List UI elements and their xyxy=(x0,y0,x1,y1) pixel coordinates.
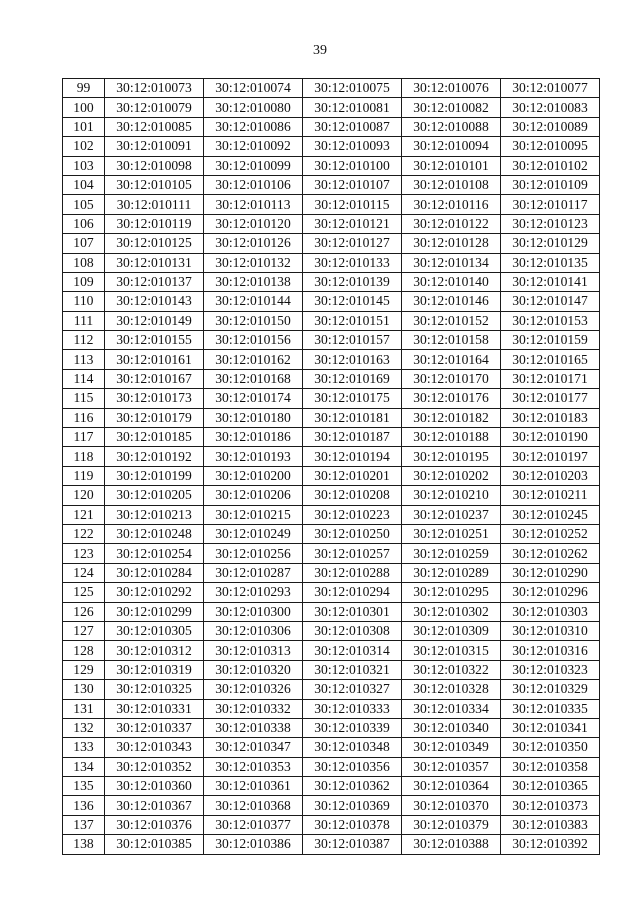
cadastral-number-cell: 30:12:010167 xyxy=(105,369,204,388)
cadastral-number-cell: 30:12:010312 xyxy=(105,641,204,660)
row-number-cell: 119 xyxy=(63,466,105,485)
table-row xyxy=(63,544,600,563)
table-body xyxy=(63,79,600,855)
cadastral-number-cell: 30:12:010293 xyxy=(204,583,303,602)
cadastral-number-cell: 30:12:010091 xyxy=(105,137,204,156)
cadastral-number-cell: 30:12:010377 xyxy=(204,815,303,834)
cadastral-number-cell: 30:12:010150 xyxy=(204,311,303,330)
cadastral-number-cell: 30:12:010340 xyxy=(402,718,501,737)
cadastral-number-cell: 30:12:010335 xyxy=(501,699,600,718)
cadastral-number-cell: 30:12:010284 xyxy=(105,563,204,582)
cadastral-number-cell: 30:12:010168 xyxy=(204,369,303,388)
cadastral-number-cell: 30:12:010360 xyxy=(105,777,204,796)
row-number-cell: 120 xyxy=(63,486,105,505)
cadastral-number-cell: 30:12:010306 xyxy=(204,621,303,640)
row-number-cell: 113 xyxy=(63,350,105,369)
cadastral-number-cell: 30:12:010288 xyxy=(303,563,402,582)
cadastral-number-cell: 30:12:010181 xyxy=(303,408,402,427)
cadastral-number-cell: 30:12:010315 xyxy=(402,641,501,660)
row-number-cell: 104 xyxy=(63,175,105,194)
row-number-cell: 125 xyxy=(63,583,105,602)
row-number-cell: 129 xyxy=(63,660,105,679)
cadastral-number-cell: 30:12:010193 xyxy=(204,447,303,466)
cadastral-number-cell: 30:12:010376 xyxy=(105,815,204,834)
row-number-cell: 130 xyxy=(63,680,105,699)
cadastral-number-cell: 30:12:010171 xyxy=(501,369,600,388)
table-row xyxy=(63,98,600,117)
table-row xyxy=(63,505,600,524)
cadastral-number-cell: 30:12:010296 xyxy=(501,583,600,602)
cadastral-number-cell: 30:12:010262 xyxy=(501,544,600,563)
cadastral-number-cell: 30:12:010175 xyxy=(303,389,402,408)
cadastral-number-cell: 30:12:010122 xyxy=(402,214,501,233)
cadastral-number-cell: 30:12:010322 xyxy=(402,660,501,679)
row-number-cell: 123 xyxy=(63,544,105,563)
cadastral-number-cell: 30:12:010094 xyxy=(402,137,501,156)
cadastral-number-cell: 30:12:010309 xyxy=(402,621,501,640)
cadastral-number-cell: 30:12:010339 xyxy=(303,718,402,737)
cadastral-number-cell: 30:12:010083 xyxy=(501,98,600,117)
cadastral-number-cell: 30:12:010343 xyxy=(105,738,204,757)
cadastral-number-cell: 30:12:010119 xyxy=(105,214,204,233)
cadastral-number-cell: 30:12:010211 xyxy=(501,486,600,505)
cadastral-number-cell: 30:12:010121 xyxy=(303,214,402,233)
cadastral-number-cell: 30:12:010319 xyxy=(105,660,204,679)
cadastral-number-cell: 30:12:010158 xyxy=(402,331,501,350)
cadastral-number-cell: 30:12:010332 xyxy=(204,699,303,718)
cadastral-number-cell: 30:12:010109 xyxy=(501,175,600,194)
cadastral-number-cell: 30:12:010074 xyxy=(204,79,303,98)
cadastral-number-cell: 30:12:010177 xyxy=(501,389,600,408)
cadastral-number-cell: 30:12:010089 xyxy=(501,117,600,136)
cadastral-number-cell: 30:12:010350 xyxy=(501,738,600,757)
cadastral-number-cell: 30:12:010259 xyxy=(402,544,501,563)
row-number-cell: 109 xyxy=(63,272,105,291)
cadastral-number-cell: 30:12:010200 xyxy=(204,466,303,485)
cadastral-number-cell: 30:12:010378 xyxy=(303,815,402,834)
row-number-cell: 134 xyxy=(63,757,105,776)
cadastral-number-cell: 30:12:010139 xyxy=(303,272,402,291)
cadastral-number-cell: 30:12:010131 xyxy=(105,253,204,272)
row-number-cell: 105 xyxy=(63,195,105,214)
row-number-cell: 138 xyxy=(63,835,105,854)
cadastral-number-cell: 30:12:010356 xyxy=(303,757,402,776)
cadastral-number-cell: 30:12:010251 xyxy=(402,524,501,543)
table-row xyxy=(63,699,600,718)
table-row xyxy=(63,117,600,136)
row-number-cell: 128 xyxy=(63,641,105,660)
row-number-cell: 133 xyxy=(63,738,105,757)
cadastral-number-cell: 30:12:010137 xyxy=(105,272,204,291)
row-number-cell: 126 xyxy=(63,602,105,621)
cadastral-number-cell: 30:12:010347 xyxy=(204,738,303,757)
cadastral-number-cell: 30:12:010186 xyxy=(204,428,303,447)
cadastral-number-cell: 30:12:010358 xyxy=(501,757,600,776)
cadastral-number-cell: 30:12:010303 xyxy=(501,602,600,621)
row-number-cell: 106 xyxy=(63,214,105,233)
cadastral-number-cell: 30:12:010310 xyxy=(501,621,600,640)
cadastral-number-cell: 30:12:010292 xyxy=(105,583,204,602)
table-row xyxy=(63,524,600,543)
cadastral-number-cell: 30:12:010188 xyxy=(402,428,501,447)
cadastral-number-cell: 30:12:010295 xyxy=(402,583,501,602)
cadastral-number-cell: 30:12:010164 xyxy=(402,350,501,369)
cadastral-number-cell: 30:12:010095 xyxy=(501,137,600,156)
cadastral-number-cell: 30:12:010179 xyxy=(105,408,204,427)
cadastral-number-cell: 30:12:010106 xyxy=(204,175,303,194)
cadastral-number-cell: 30:12:010325 xyxy=(105,680,204,699)
cadastral-number-cell: 30:12:010073 xyxy=(105,79,204,98)
table-row xyxy=(63,79,600,98)
table-row xyxy=(63,641,600,660)
table-row xyxy=(63,369,600,388)
cadastral-number-cell: 30:12:010215 xyxy=(204,505,303,524)
table-row xyxy=(63,408,600,427)
cadastral-number-cell: 30:12:010353 xyxy=(204,757,303,776)
cadastral-number-cell: 30:12:010250 xyxy=(303,524,402,543)
cadastral-number-cell: 30:12:010316 xyxy=(501,641,600,660)
table-row xyxy=(63,311,600,330)
cadastral-number-cell: 30:12:010128 xyxy=(402,234,501,253)
cadastral-number-cell: 30:12:010183 xyxy=(501,408,600,427)
cadastral-number-cell: 30:12:010203 xyxy=(501,466,600,485)
row-number-cell: 110 xyxy=(63,292,105,311)
cadastral-number-cell: 30:12:010176 xyxy=(402,389,501,408)
table-row xyxy=(63,621,600,640)
cadastral-number-cell: 30:12:010101 xyxy=(402,156,501,175)
cadastral-number-cell: 30:12:010320 xyxy=(204,660,303,679)
cadastral-number-cell: 30:12:010085 xyxy=(105,117,204,136)
cadastral-number-cell: 30:12:010133 xyxy=(303,253,402,272)
cadastral-number-cell: 30:12:010141 xyxy=(501,272,600,291)
cadastral-number-cell: 30:12:010105 xyxy=(105,175,204,194)
row-number-cell: 131 xyxy=(63,699,105,718)
cadastral-number-cell: 30:12:010237 xyxy=(402,505,501,524)
row-number-cell: 121 xyxy=(63,505,105,524)
cadastral-number-cell: 30:12:010334 xyxy=(402,699,501,718)
cadastral-number-cell: 30:12:010379 xyxy=(402,815,501,834)
cadastral-number-cell: 30:12:010163 xyxy=(303,350,402,369)
cadastral-number-cell: 30:12:010386 xyxy=(204,835,303,854)
cadastral-number-cell: 30:12:010223 xyxy=(303,505,402,524)
cadastral-number-cell: 30:12:010132 xyxy=(204,253,303,272)
cadastral-number-cell: 30:12:010088 xyxy=(402,117,501,136)
cadastral-number-cell: 30:12:010111 xyxy=(105,195,204,214)
row-number-cell: 102 xyxy=(63,137,105,156)
cadastral-number-cell: 30:12:010169 xyxy=(303,369,402,388)
table-row xyxy=(63,583,600,602)
cadastral-number-cell: 30:12:010159 xyxy=(501,331,600,350)
cadastral-number-cell: 30:12:010153 xyxy=(501,311,600,330)
row-number-cell: 108 xyxy=(63,253,105,272)
cadastral-number-cell: 30:12:010075 xyxy=(303,79,402,98)
cadastral-number-cell: 30:12:010093 xyxy=(303,137,402,156)
row-number-cell: 124 xyxy=(63,563,105,582)
cadastral-number-cell: 30:12:010257 xyxy=(303,544,402,563)
table-row xyxy=(63,292,600,311)
cadastral-number-cell: 30:12:010086 xyxy=(204,117,303,136)
cadastral-number-cell: 30:12:010082 xyxy=(402,98,501,117)
cadastral-number-cell: 30:12:010185 xyxy=(105,428,204,447)
row-number-cell: 127 xyxy=(63,621,105,640)
cadastral-number-cell: 30:12:010300 xyxy=(204,602,303,621)
cadastral-number-cell: 30:12:010143 xyxy=(105,292,204,311)
cadastral-number-cell: 30:12:010368 xyxy=(204,796,303,815)
cadastral-number-cell: 30:12:010099 xyxy=(204,156,303,175)
table-row xyxy=(63,272,600,291)
table-row xyxy=(63,835,600,854)
row-number-cell: 101 xyxy=(63,117,105,136)
cadastral-number-cell: 30:12:010299 xyxy=(105,602,204,621)
cadastral-number-cell: 30:12:010365 xyxy=(501,777,600,796)
row-number-cell: 136 xyxy=(63,796,105,815)
cadastral-number-cell: 30:12:010135 xyxy=(501,253,600,272)
cadastral-number-cell: 30:12:010213 xyxy=(105,505,204,524)
cadastral-number-cell: 30:12:010301 xyxy=(303,602,402,621)
cadastral-number-cell: 30:12:010190 xyxy=(501,428,600,447)
row-number-cell: 116 xyxy=(63,408,105,427)
cadastral-number-cell: 30:12:010327 xyxy=(303,680,402,699)
cadastral-number-cell: 30:12:010341 xyxy=(501,718,600,737)
cadastral-number-cell: 30:12:010349 xyxy=(402,738,501,757)
cadastral-number-cell: 30:12:010289 xyxy=(402,563,501,582)
cadastral-number-cell: 30:12:010254 xyxy=(105,544,204,563)
cadastral-number-cell: 30:12:010362 xyxy=(303,777,402,796)
row-number-cell: 118 xyxy=(63,447,105,466)
row-number-cell: 100 xyxy=(63,98,105,117)
table-row xyxy=(63,660,600,679)
table-row xyxy=(63,466,600,485)
cadastral-number-cell: 30:12:010127 xyxy=(303,234,402,253)
cadastral-number-cell: 30:12:010197 xyxy=(501,447,600,466)
cadastral-number-cell: 30:12:010192 xyxy=(105,447,204,466)
cadastral-number-cell: 30:12:010357 xyxy=(402,757,501,776)
cadastral-number-cell: 30:12:010373 xyxy=(501,796,600,815)
row-number-cell: 115 xyxy=(63,389,105,408)
cadastral-number-cell: 30:12:010129 xyxy=(501,234,600,253)
cadastral-number-cell: 30:12:010367 xyxy=(105,796,204,815)
table-row xyxy=(63,137,600,156)
cadastral-number-cell: 30:12:010202 xyxy=(402,466,501,485)
cadastral-number-cell: 30:12:010076 xyxy=(402,79,501,98)
cadastral-number-cell: 30:12:010305 xyxy=(105,621,204,640)
table-row xyxy=(63,175,600,194)
cadastral-number-cell: 30:12:010155 xyxy=(105,331,204,350)
cadastral-number-cell: 30:12:010157 xyxy=(303,331,402,350)
table-row xyxy=(63,796,600,815)
cadastral-number-cell: 30:12:010370 xyxy=(402,796,501,815)
cadastral-table xyxy=(62,78,600,855)
cadastral-number-cell: 30:12:010199 xyxy=(105,466,204,485)
cadastral-number-cell: 30:12:010092 xyxy=(204,137,303,156)
cadastral-number-cell: 30:12:010392 xyxy=(501,835,600,854)
cadastral-number-cell: 30:12:010115 xyxy=(303,195,402,214)
cadastral-number-cell: 30:12:010369 xyxy=(303,796,402,815)
table-row xyxy=(63,389,600,408)
row-number-cell: 122 xyxy=(63,524,105,543)
row-number-cell: 112 xyxy=(63,331,105,350)
table-row xyxy=(63,253,600,272)
cadastral-number-cell: 30:12:010338 xyxy=(204,718,303,737)
cadastral-number-cell: 30:12:010102 xyxy=(501,156,600,175)
cadastral-number-cell: 30:12:010120 xyxy=(204,214,303,233)
cadastral-number-cell: 30:12:010162 xyxy=(204,350,303,369)
cadastral-number-cell: 30:12:010331 xyxy=(105,699,204,718)
cadastral-number-cell: 30:12:010256 xyxy=(204,544,303,563)
table-row xyxy=(63,447,600,466)
cadastral-number-cell: 30:12:010156 xyxy=(204,331,303,350)
cadastral-number-cell: 30:12:010170 xyxy=(402,369,501,388)
cadastral-number-cell: 30:12:010151 xyxy=(303,311,402,330)
cadastral-number-cell: 30:12:010361 xyxy=(204,777,303,796)
cadastral-number-cell: 30:12:010252 xyxy=(501,524,600,543)
table-row xyxy=(63,757,600,776)
cadastral-number-cell: 30:12:010149 xyxy=(105,311,204,330)
cadastral-number-cell: 30:12:010333 xyxy=(303,699,402,718)
cadastral-number-cell: 30:12:010077 xyxy=(501,79,600,98)
cadastral-number-cell: 30:12:010144 xyxy=(204,292,303,311)
row-number-cell: 111 xyxy=(63,311,105,330)
cadastral-number-cell: 30:12:010352 xyxy=(105,757,204,776)
cadastral-number-cell: 30:12:010173 xyxy=(105,389,204,408)
cadastral-number-cell: 30:12:010329 xyxy=(501,680,600,699)
cadastral-number-cell: 30:12:010081 xyxy=(303,98,402,117)
cadastral-number-cell: 30:12:010147 xyxy=(501,292,600,311)
cadastral-number-cell: 30:12:010108 xyxy=(402,175,501,194)
cadastral-number-cell: 30:12:010321 xyxy=(303,660,402,679)
cadastral-number-cell: 30:12:010302 xyxy=(402,602,501,621)
cadastral-number-cell: 30:12:010323 xyxy=(501,660,600,679)
row-number-cell: 132 xyxy=(63,718,105,737)
cadastral-number-cell: 30:12:010337 xyxy=(105,718,204,737)
cadastral-number-cell: 30:12:010116 xyxy=(402,195,501,214)
table-row xyxy=(63,680,600,699)
cadastral-number-cell: 30:12:010210 xyxy=(402,486,501,505)
row-number-cell: 107 xyxy=(63,234,105,253)
cadastral-number-cell: 30:12:010117 xyxy=(501,195,600,214)
table-row xyxy=(63,214,600,233)
table-row xyxy=(63,602,600,621)
row-number-cell: 135 xyxy=(63,777,105,796)
table-row xyxy=(63,234,600,253)
cadastral-number-cell: 30:12:010152 xyxy=(402,311,501,330)
cadastral-number-cell: 30:12:010206 xyxy=(204,486,303,505)
cadastral-number-cell: 30:12:010348 xyxy=(303,738,402,757)
table-row xyxy=(63,738,600,757)
cadastral-number-cell: 30:12:010294 xyxy=(303,583,402,602)
cadastral-number-cell: 30:12:010187 xyxy=(303,428,402,447)
cadastral-number-cell: 30:12:010138 xyxy=(204,272,303,291)
cadastral-number-cell: 30:12:010146 xyxy=(402,292,501,311)
cadastral-number-cell: 30:12:010290 xyxy=(501,563,600,582)
cadastral-number-cell: 30:12:010123 xyxy=(501,214,600,233)
row-number-cell: 103 xyxy=(63,156,105,175)
cadastral-number-cell: 30:12:010182 xyxy=(402,408,501,427)
cadastral-number-cell: 30:12:010079 xyxy=(105,98,204,117)
cadastral-number-cell: 30:12:010388 xyxy=(402,835,501,854)
table-row xyxy=(63,350,600,369)
cadastral-number-cell: 30:12:010387 xyxy=(303,835,402,854)
table-row xyxy=(63,156,600,175)
cadastral-number-cell: 30:12:010165 xyxy=(501,350,600,369)
cadastral-number-cell: 30:12:010161 xyxy=(105,350,204,369)
page-number: 39 xyxy=(313,43,327,58)
table-row xyxy=(63,815,600,834)
cadastral-number-cell: 30:12:010113 xyxy=(204,195,303,214)
cadastral-number-cell: 30:12:010314 xyxy=(303,641,402,660)
cadastral-number-cell: 30:12:010174 xyxy=(204,389,303,408)
cadastral-number-cell: 30:12:010208 xyxy=(303,486,402,505)
cadastral-number-cell: 30:12:010098 xyxy=(105,156,204,175)
cadastral-number-cell: 30:12:010125 xyxy=(105,234,204,253)
cadastral-number-cell: 30:12:010194 xyxy=(303,447,402,466)
cadastral-number-cell: 30:12:010080 xyxy=(204,98,303,117)
table-row xyxy=(63,486,600,505)
table-row xyxy=(63,331,600,350)
cadastral-number-cell: 30:12:010100 xyxy=(303,156,402,175)
cadastral-table-container xyxy=(62,78,600,855)
cadastral-number-cell: 30:12:010328 xyxy=(402,680,501,699)
cadastral-number-cell: 30:12:010308 xyxy=(303,621,402,640)
cadastral-number-cell: 30:12:010364 xyxy=(402,777,501,796)
cadastral-number-cell: 30:12:010326 xyxy=(204,680,303,699)
cadastral-number-cell: 30:12:010245 xyxy=(501,505,600,524)
table-row xyxy=(63,428,600,447)
cadastral-number-cell: 30:12:010249 xyxy=(204,524,303,543)
cadastral-number-cell: 30:12:010126 xyxy=(204,234,303,253)
cadastral-number-cell: 30:12:010385 xyxy=(105,835,204,854)
cadastral-number-cell: 30:12:010313 xyxy=(204,641,303,660)
cadastral-number-cell: 30:12:010383 xyxy=(501,815,600,834)
cadastral-number-cell: 30:12:010107 xyxy=(303,175,402,194)
cadastral-number-cell: 30:12:010248 xyxy=(105,524,204,543)
table-row xyxy=(63,718,600,737)
cadastral-number-cell: 30:12:010287 xyxy=(204,563,303,582)
row-number-cell: 137 xyxy=(63,815,105,834)
cadastral-number-cell: 30:12:010140 xyxy=(402,272,501,291)
row-number-cell: 114 xyxy=(63,369,105,388)
row-number-cell: 117 xyxy=(63,428,105,447)
cadastral-number-cell: 30:12:010180 xyxy=(204,408,303,427)
table-row xyxy=(63,195,600,214)
table-row xyxy=(63,563,600,582)
cadastral-number-cell: 30:12:010145 xyxy=(303,292,402,311)
cadastral-number-cell: 30:12:010205 xyxy=(105,486,204,505)
cadastral-number-cell: 30:12:010087 xyxy=(303,117,402,136)
table-row xyxy=(63,777,600,796)
row-number-cell: 99 xyxy=(63,79,105,98)
cadastral-number-cell: 30:12:010195 xyxy=(402,447,501,466)
cadastral-number-cell: 30:12:010134 xyxy=(402,253,501,272)
cadastral-number-cell: 30:12:010201 xyxy=(303,466,402,485)
